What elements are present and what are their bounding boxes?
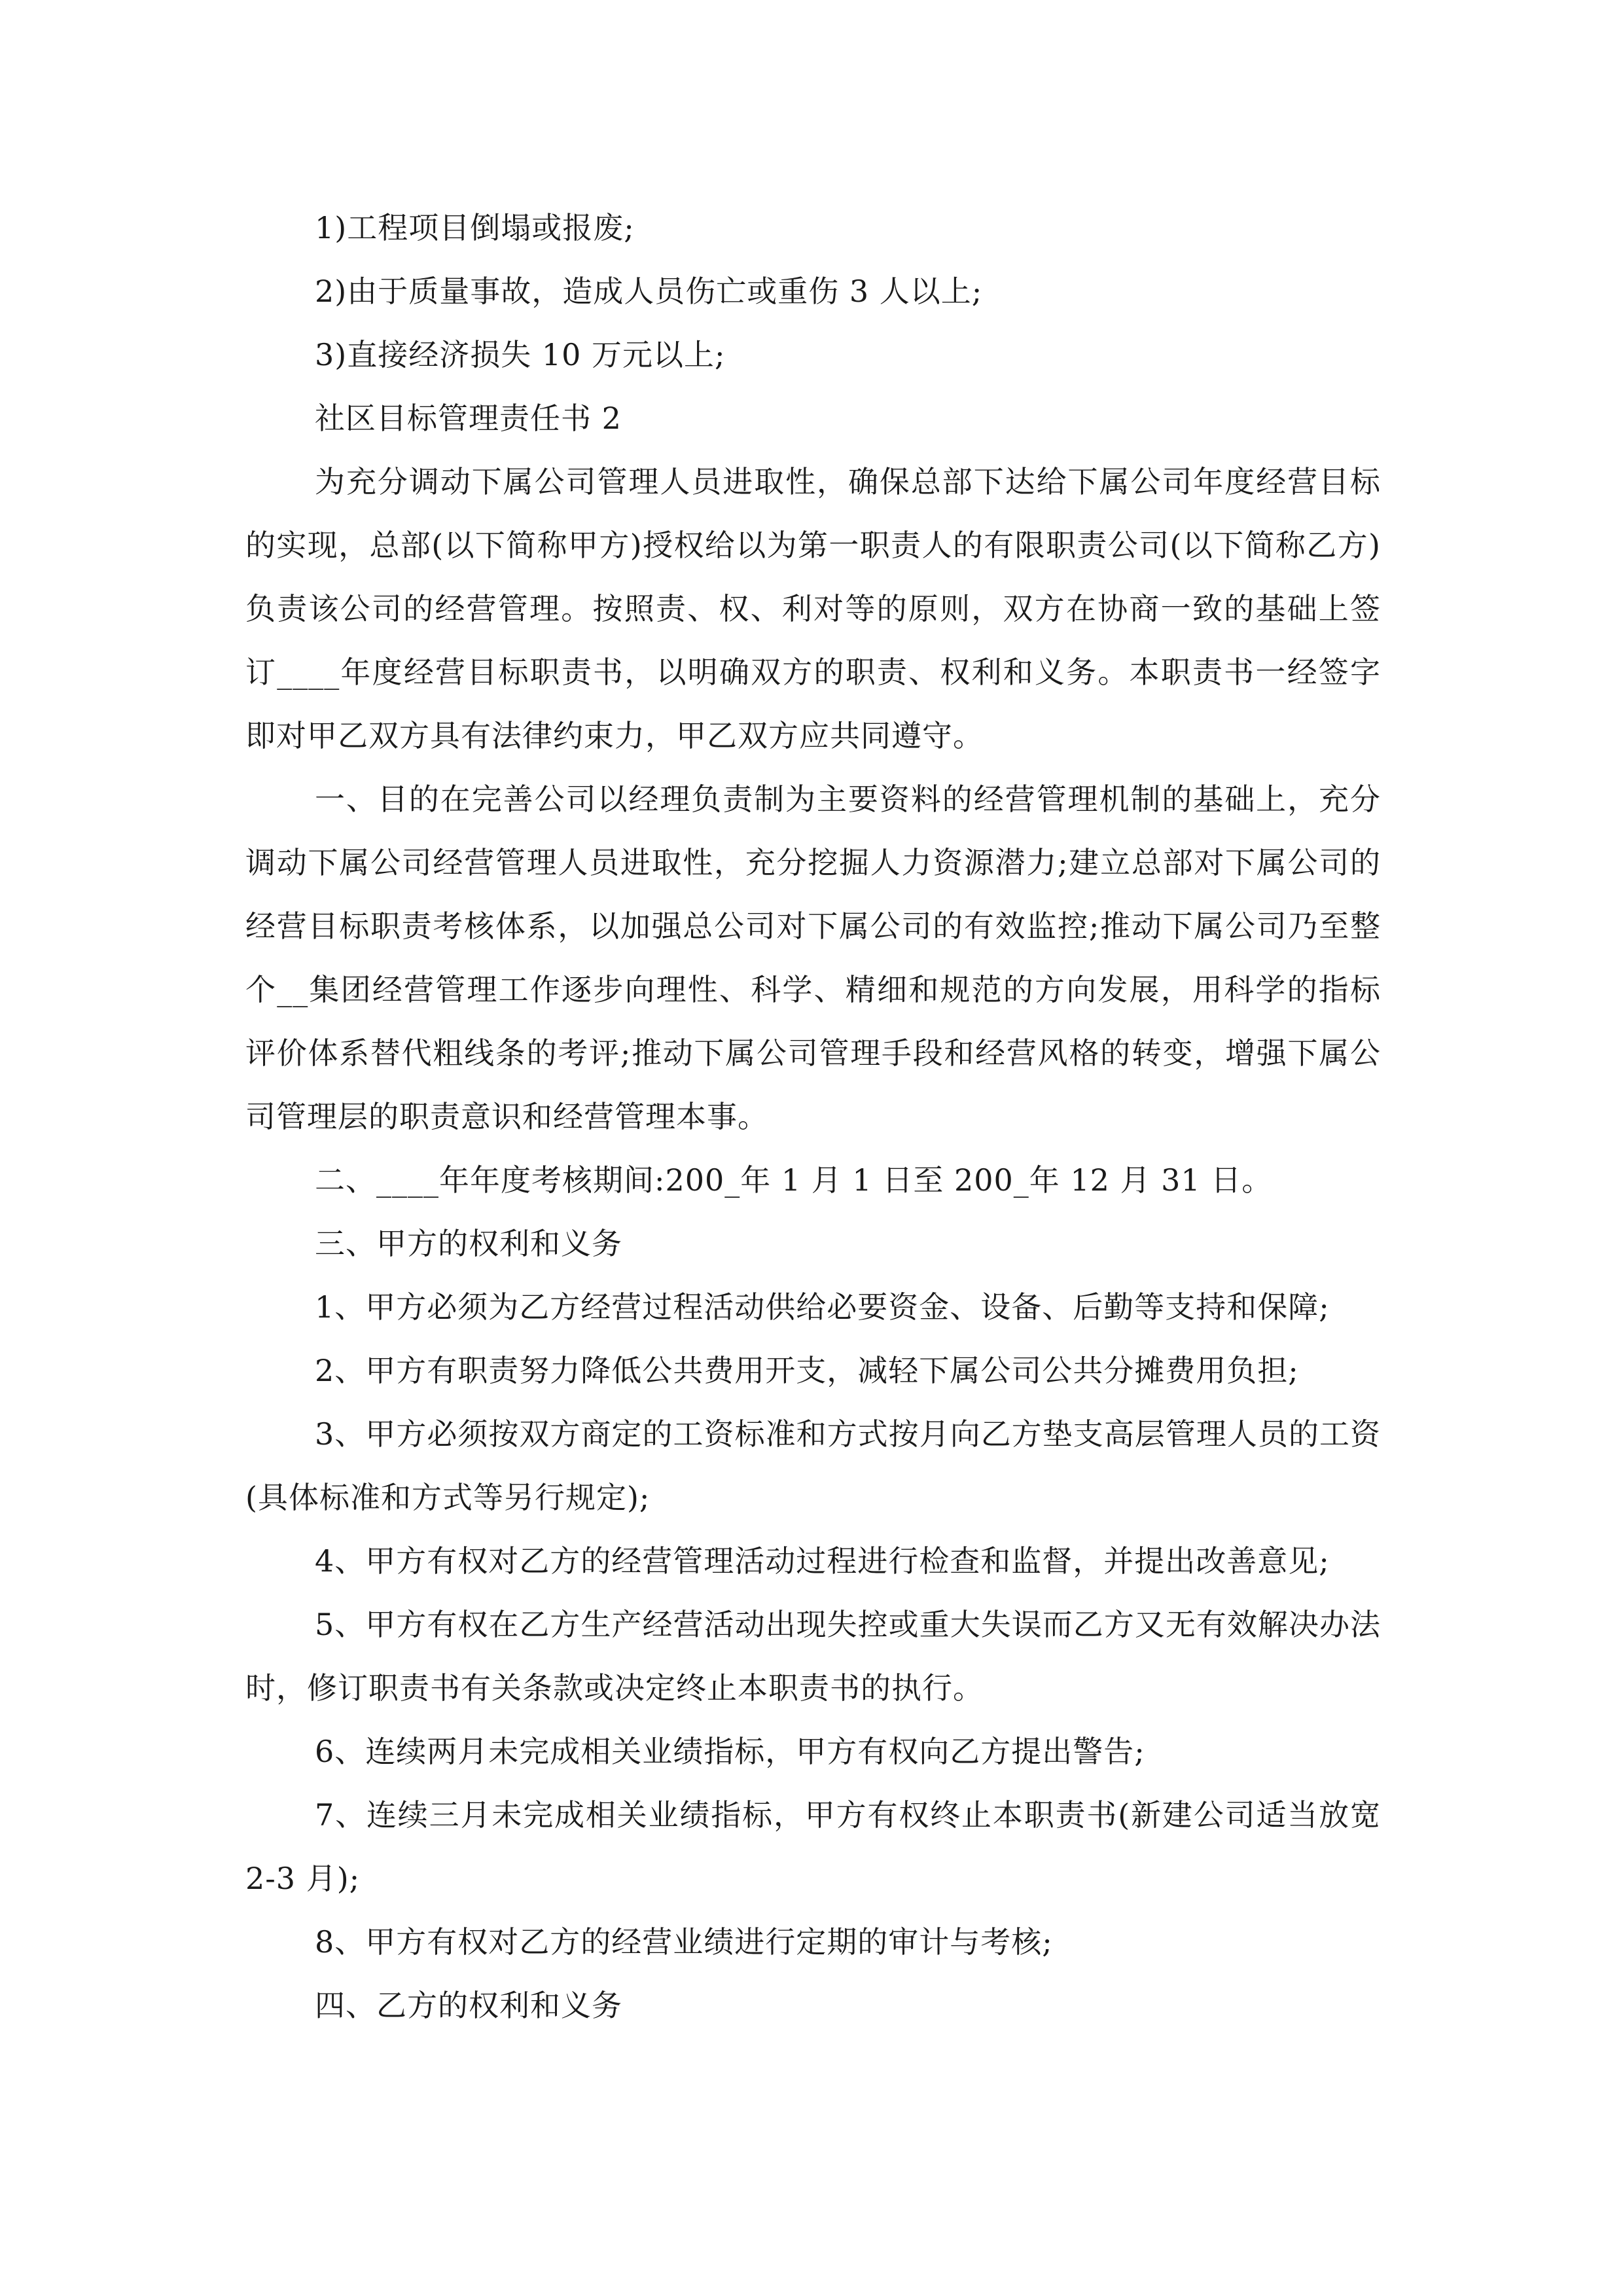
party-a-item-1: 1、甲方必须为乙方经营过程活动供给必要资金、设备、后勤等支持和保障; [315, 1289, 1330, 1325]
list-item-economic-loss: 3)直接经济损失 10 万元以上; [315, 337, 726, 372]
heading-party-b-rights: 四、乙方的权利和义务 [315, 1988, 622, 2023]
list-item-collapse: 1)工程项目倒塌或报废; [315, 210, 635, 245]
party-a-item-8: 8、甲方有权对乙方的经营业绩进行定期的审计与考核; [315, 1924, 1053, 1960]
document-body [245, 196, 1381, 2037]
intro-paragraph: 为充分调动下属公司管理人员进取性，确保总部下达给下属公司年度经营目标的实现，总部(以下简称甲方)授权给以为第一职责人的有限职责公司(以下简称乙方)负责该公司的经营管理。按照责、权、利对等的原则，双方在协商一致的基础上签订____年度经营目标职责书，以明确双方的职责、权利和义务。本职责书一经签字即对甲乙双方具有法律约束力，甲乙双方应共同遵守。 [245, 464, 1381, 753]
party-a-item-2: 2、甲方有职责努力降低公共费用开支，减轻下属公司公共分摊费用负担; [315, 1353, 1299, 1388]
list-item-casualties: 2)由于质量事故，造成人员伤亡或重伤 3 人以上; [315, 274, 983, 309]
party-a-item-4: 4、甲方有权对乙方的经营管理活动过程进行检查和监督，并提出改善意见; [315, 1543, 1330, 1579]
heading-party-a-rights: 三、甲方的权利和义务 [315, 1226, 622, 1261]
party-a-item-7: 7、连续三月未完成相关业绩指标，甲方有权终止本职责书(新建公司适当放宽 2-3 月); [245, 1797, 1381, 1896]
party-a-item-3: 3、甲方必须按双方商定的工资标准和方式按月向乙方垫支高层管理人员的工资(具体标准和方式等另行规定); [245, 1416, 1381, 1515]
party-a-item-5: 5、甲方有权在乙方生产经营活动出现失控或重大失误而乙方又无有效解决办法时，修订职责书有关条款或决定终止本职责书的执行。 [245, 1607, 1381, 1706]
section-assessment-period: 二、____年年度考核期间:200_年 1 月 1 日至 200_年 12 月 31 日。 [315, 1162, 1273, 1198]
section-title: 社区目标管理责任书 2 [315, 401, 622, 436]
party-a-item-6: 6、连续两月未完成相关业绩指标，甲方有权向乙方提出警告; [315, 1734, 1145, 1769]
section-purpose: 一、目的在完善公司以经理负责制为主要资料的经营管理机制的基础上，充分调动下属公司经营管理人员进取性，充分挖掘人力资源潜力;建立总部对下属公司的经营目标职责考核体系，以加强总公司对下属公司的有效监控;推动下属公司乃至整个__集团经营管理工作逐步向理性、科学、精细和规范的方向发展，用科学的指标评价体系替代粗线条的考评;推动下属公司管理手段和经营风格的转变，增强下属公司管理层的职责意识和经营管理本事。 [245, 781, 1381, 1134]
